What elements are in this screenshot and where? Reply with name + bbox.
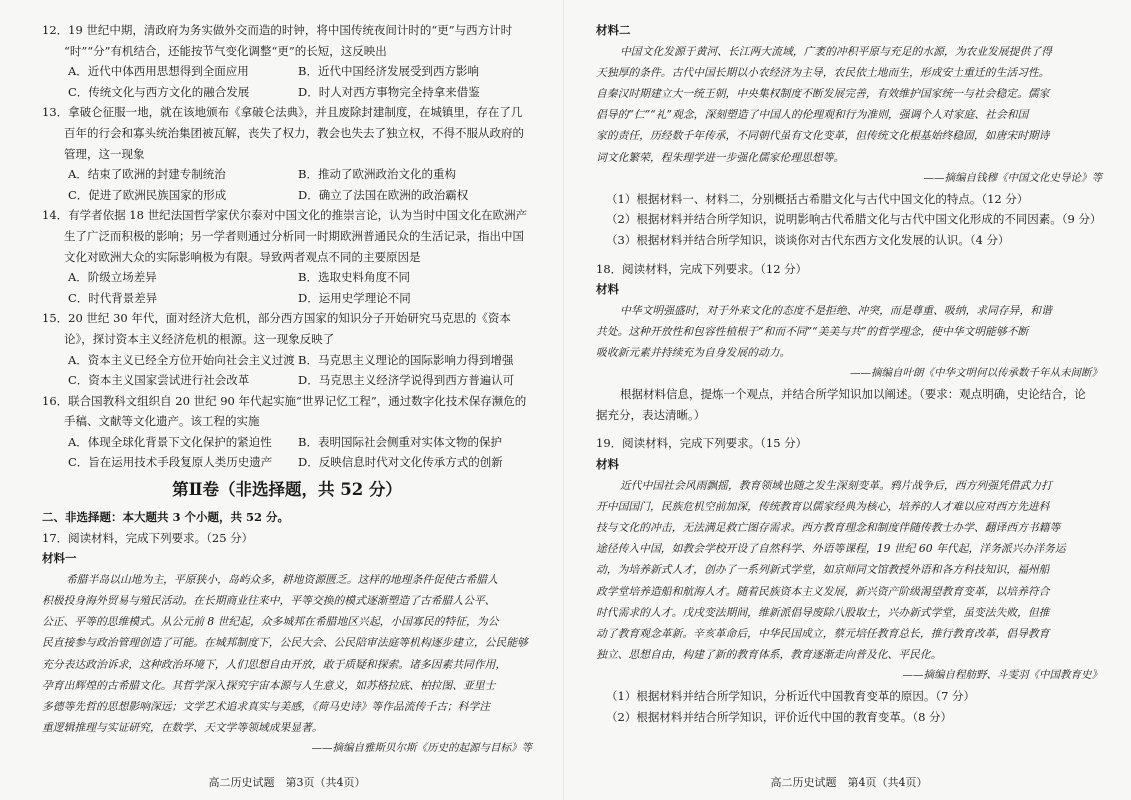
material-label: 材料一 bbox=[42, 551, 77, 566]
question-stem: 16．联合国教科文组织自 20 世纪 90 年代起实施“世界记忆工程”，通过数字化技术保存濒危的 bbox=[42, 393, 527, 408]
section-title: 第Ⅱ卷（非选择题，共 52 分） bbox=[172, 480, 402, 500]
question-stem: 生了广泛而积极的影响；另一学者则通过分析同一时期欧洲普通民众的生活记录，指出中国 bbox=[64, 228, 524, 243]
material-line: 自秦汉时期建立大一统王朝，中央集权制度不断发展完善，有效维护国家统一与社会稳定。儒家 bbox=[596, 86, 1050, 100]
page-4 bbox=[596, 20, 1102, 790]
option-a: A．资本主义已经全方位开始向社会主义过渡 bbox=[68, 352, 295, 367]
option-d: D．马克思主义经济学说得到西方普遍认可 bbox=[298, 373, 515, 388]
material-line: 中华文明强盛时，对于外来文化的态度不是拒绝、冲突，而是尊重、吸纳，求同存异，和谐 bbox=[620, 303, 1052, 317]
material-line: 家的责任，历经数千年传承，不同朝代虽有文化变革，但传统文化根基始终稳固，如唐宋时期诗 bbox=[596, 129, 1050, 143]
option-a: A．阶级立场差异 bbox=[68, 270, 157, 285]
material-label: 材料 bbox=[596, 457, 619, 472]
material-line: 政学堂培养造船和航海人才。随着民族资本主义发展，新兴资产阶级渴望教育变革，以培养符合 bbox=[596, 584, 1050, 598]
material-line: 积极投身海外贸易与殖民活动。在长期商业往来中，平等交换的模式逐渐塑造了古希腊人公平、 bbox=[42, 594, 496, 608]
question-19-material bbox=[596, 475, 1102, 666]
material-line: 动了教育观念革新。辛亥革命后，中华民国成立，蔡元培任教育总长，推行教育改革，倡导教育 bbox=[596, 626, 1050, 640]
option-a: A．结束了欧洲的封建专制统治 bbox=[68, 167, 226, 182]
option-d: D．确立了法国在欧洲的政治霸权 bbox=[298, 187, 469, 202]
sub-question: （1）根据材料一、材料二，分别概括古希腊文化与古代中国文化的特点。（12 分） bbox=[606, 191, 1029, 206]
question-stem: “时”“分”有机结合，还能按节气变化调整“更”的长短，这反映出 bbox=[64, 43, 387, 58]
option-c: C．资本主义国家尝试进行社会改革 bbox=[68, 373, 250, 388]
question-stem: 论》，探讨资本主义经济危机的根源。这一现象反映了 bbox=[64, 331, 335, 346]
option-a: A．体现全球化背景下文化保护的紧迫性 bbox=[68, 434, 272, 449]
page-footer: 高二历史试题 第3页（共4页） bbox=[208, 776, 366, 789]
option-c: C．旨在运用技术手段复原人类历史遗产 bbox=[68, 455, 273, 470]
option-b: B．近代中国经济发展受到西方影响 bbox=[298, 64, 479, 79]
material-line: 开中国国门，民族危机空前加深，传统教育以儒家经典为核心，培养的人才难以应对西方先进科 bbox=[596, 499, 1050, 513]
option-row bbox=[42, 61, 532, 82]
question-stem: 管理，这一现象 bbox=[64, 146, 145, 161]
material-line: 天独厚的条件。古代中国长期以小农经济为主导，农民依土地而生，形成安土重迁的生活习性。 bbox=[596, 65, 1050, 79]
sub-question: （3）根据材料并结合所学知识，谈谈你对古代东西方文化发展的认识。（4 分） bbox=[606, 232, 1010, 247]
option-row bbox=[42, 288, 532, 309]
option-row bbox=[42, 370, 532, 391]
question-13 bbox=[42, 102, 532, 205]
option-b: B．表明国际社会侧重对实体文物的保护 bbox=[298, 434, 502, 449]
question-18-task: 据充分，表达清晰。） bbox=[596, 407, 706, 422]
question-stem: 文化对欧洲大众的实际影响极为有限。导致两者观点不同的主要原因是 bbox=[64, 249, 421, 264]
material-1-text bbox=[42, 569, 532, 739]
material-label: 材料 bbox=[596, 282, 619, 297]
material-line: 希腊半岛以山地为主，平原狭小，岛屿众多，耕地资源匮乏。这样的地理条件促使古希腊人 bbox=[66, 572, 498, 586]
page-footer: 高二历史试题 第4页（共4页） bbox=[770, 776, 928, 789]
option-d: D．反映信息时代对文化传承方式的创新 bbox=[298, 455, 503, 470]
option-b: B．推动了欧洲政治文化的重构 bbox=[298, 167, 456, 182]
material-line: 时代需求的人才。戊戌变法期间，维新派倡导废除八股取士，兴办新式学堂，虽变法失败，但推 bbox=[596, 605, 1050, 619]
question-17-heading: 17．阅读材料，完成下列要求。（25 分） bbox=[42, 530, 254, 545]
page-fold bbox=[563, 0, 564, 800]
material-source: ——摘编自钱穆《中国文化史导论》等 bbox=[923, 171, 1102, 184]
question-15 bbox=[42, 308, 532, 390]
material-line: 充分表达政治诉求，这种政治环境下，人们思想自由开放，敢于质疑和探索。诸多因素共同作用， bbox=[42, 657, 507, 671]
question-stem: 手稿、文献等文化遗产。该工程的实施 bbox=[64, 414, 260, 429]
question-stem: 13．拿破仑征服一地，就在该地颁布《拿破仑法典》，并且废除封建制度，在城镇里，存在了几 bbox=[42, 105, 523, 120]
material-line: 共处。这种开放性和包容性植根于“和而不同”“美美与共”的哲学理念，使中华文明能够不断 bbox=[596, 324, 1029, 338]
question-17-subquestions bbox=[596, 189, 1102, 251]
question-19-heading: 19．阅读材料，完成下列要求。（15 分） bbox=[596, 436, 808, 451]
option-row bbox=[42, 185, 532, 206]
option-row bbox=[42, 164, 532, 185]
option-d: D．运用史学理论不同 bbox=[298, 290, 411, 305]
option-row bbox=[42, 452, 532, 473]
part-heading: 二、非选择题：本大题共 3 个小题，共 52 分。 bbox=[42, 510, 290, 525]
question-18-material bbox=[596, 300, 1102, 364]
option-row bbox=[42, 82, 532, 103]
question-stem: 百年的行会和寡头统治集团被瓦解，丧失了权力，教会也失去了独立权，不得不服从政府的 bbox=[64, 125, 524, 140]
page-3 bbox=[42, 20, 532, 790]
option-b: B．马克思主义理论的国际影响力得到增强 bbox=[298, 352, 514, 367]
question-stem: 12．19 世纪中期，清政府为务实做外交而造的时钟，将中国传统夜间计时的“更”与西方计时 bbox=[42, 23, 513, 37]
option-d: D．时人对西方事物完全持拿来借鉴 bbox=[298, 84, 480, 99]
question-18-task: 根据材料信息，提炼一个观点，并结合所学知识加以阐述。（要求：观点明确，史论结合，论 bbox=[620, 387, 1086, 402]
material-label: 材料二 bbox=[596, 23, 631, 37]
material-line: 独立、思想自由，构建了新的教育体系，教育逐渐走向普及化、平民化。 bbox=[596, 648, 942, 662]
question-14 bbox=[42, 205, 532, 308]
question-16 bbox=[42, 391, 532, 473]
option-c: C．促进了欧洲民族国家的形成 bbox=[68, 187, 227, 202]
material-line: 词文化繁荣，程朱理学进一步强化儒家伦理思想等。 bbox=[596, 150, 845, 164]
question-stem: 14．有学者依据 18 世纪法国哲学家伏尔泰对中国文化的推崇言论，认为当时中国文化在欧洲产 bbox=[42, 208, 528, 223]
option-row bbox=[42, 350, 532, 371]
material-line: 途径传入中国，如教会学校开设了自然科学、外语等课程，19 世纪 60 年代起，洋务派兴办洋务运 bbox=[596, 542, 1066, 556]
option-b: B．选取史料角度不同 bbox=[298, 270, 410, 285]
material-2-text bbox=[596, 41, 1102, 168]
sub-question: （1）根据材料并结合所学知识，分析近代中国教育变革的原因。（7 分） bbox=[606, 689, 976, 704]
sub-question: （2）根据材料并结合所学知识，说明影响古代希腊文化与古代中国文化形成的不同因素。（9 分） bbox=[606, 212, 1102, 227]
material-line: 中国文化发源于黄河、长江两大流域，广袤的冲积平原与充足的水源，为农业发展提供了得 bbox=[620, 44, 1052, 58]
option-row bbox=[42, 432, 532, 453]
question-12 bbox=[42, 20, 532, 102]
question-stem: 15．20 世纪 30 年代，面对经济大危机，部分西方国家的知识分子开始研究马克思的《资本 bbox=[42, 311, 511, 326]
material-line: 重逻辑推理与实证研究，在数学、天文学等领域成果显著。 bbox=[42, 721, 323, 735]
material-line: 技与文化的冲击，无法满足救亡图存需求。西方教育理念和制度伴随传教士办学、翻译西方书籍等 bbox=[596, 521, 1061, 534]
material-source: ——摘编自叶朗《中华文明何以传承数千年从未间断》 bbox=[850, 367, 1102, 380]
material-line: 公正、平等的思维模式。从公元前 8 世纪起，众多城邦在希腊地区兴起，小国寡民的特征，为公 bbox=[42, 615, 499, 629]
option-c: C．传统文化与西方文化的融合发展 bbox=[68, 84, 250, 99]
material-line: 近代中国社会风雨飘摇，教育领域也随之发生深刻变革。鸦片战争后，西方列强凭借武力打 bbox=[620, 478, 1052, 492]
material-source: ——摘编自雅斯贝尔斯《历史的起源与目标》等 bbox=[311, 742, 532, 755]
material-line: 倡导的“仁”“礼”观念，深刻塑造了中国人的伦理观和行为准则，强调个人对家庭、社会和国 bbox=[596, 108, 1029, 122]
option-row bbox=[42, 267, 532, 288]
material-line: 动，为培养新式人才，创办了一系列新式学堂，如京师同文馆教授外语和各方科技知识，福州船 bbox=[596, 563, 1050, 577]
sub-question: （2）根据材料并结合所学知识，评价近代中国的教育变革。（8 分） bbox=[606, 709, 953, 724]
material-line: 多德等先哲的思想影响深远；文学艺术追求真实与美感，《荷马史诗》等作品流传千古；科学注 bbox=[42, 699, 491, 713]
option-c: C．时代背景差异 bbox=[68, 290, 158, 305]
material-line: 民直接参与政治管理创造了可能。在城邦制度下，公民大会、公民陪审法庭等机构逐步建立，公民能够 bbox=[42, 636, 528, 650]
question-18-heading: 18．阅读材料，完成下列要求。（12 分） bbox=[596, 261, 808, 276]
material-line: 孕育出辉煌的古希腊文化。其哲学深入探究宇宙本源与人生意义，如苏格拉底、柏拉图、亚里士 bbox=[42, 678, 496, 692]
material-line: 吸收新元素并持续充为自身发展的动力。 bbox=[596, 346, 791, 360]
option-a: A．近代中体西用思想得到全面应用 bbox=[68, 64, 249, 79]
material-source: ——摘编自程舫野、斗雯羽《中国教育史》 bbox=[902, 669, 1102, 682]
